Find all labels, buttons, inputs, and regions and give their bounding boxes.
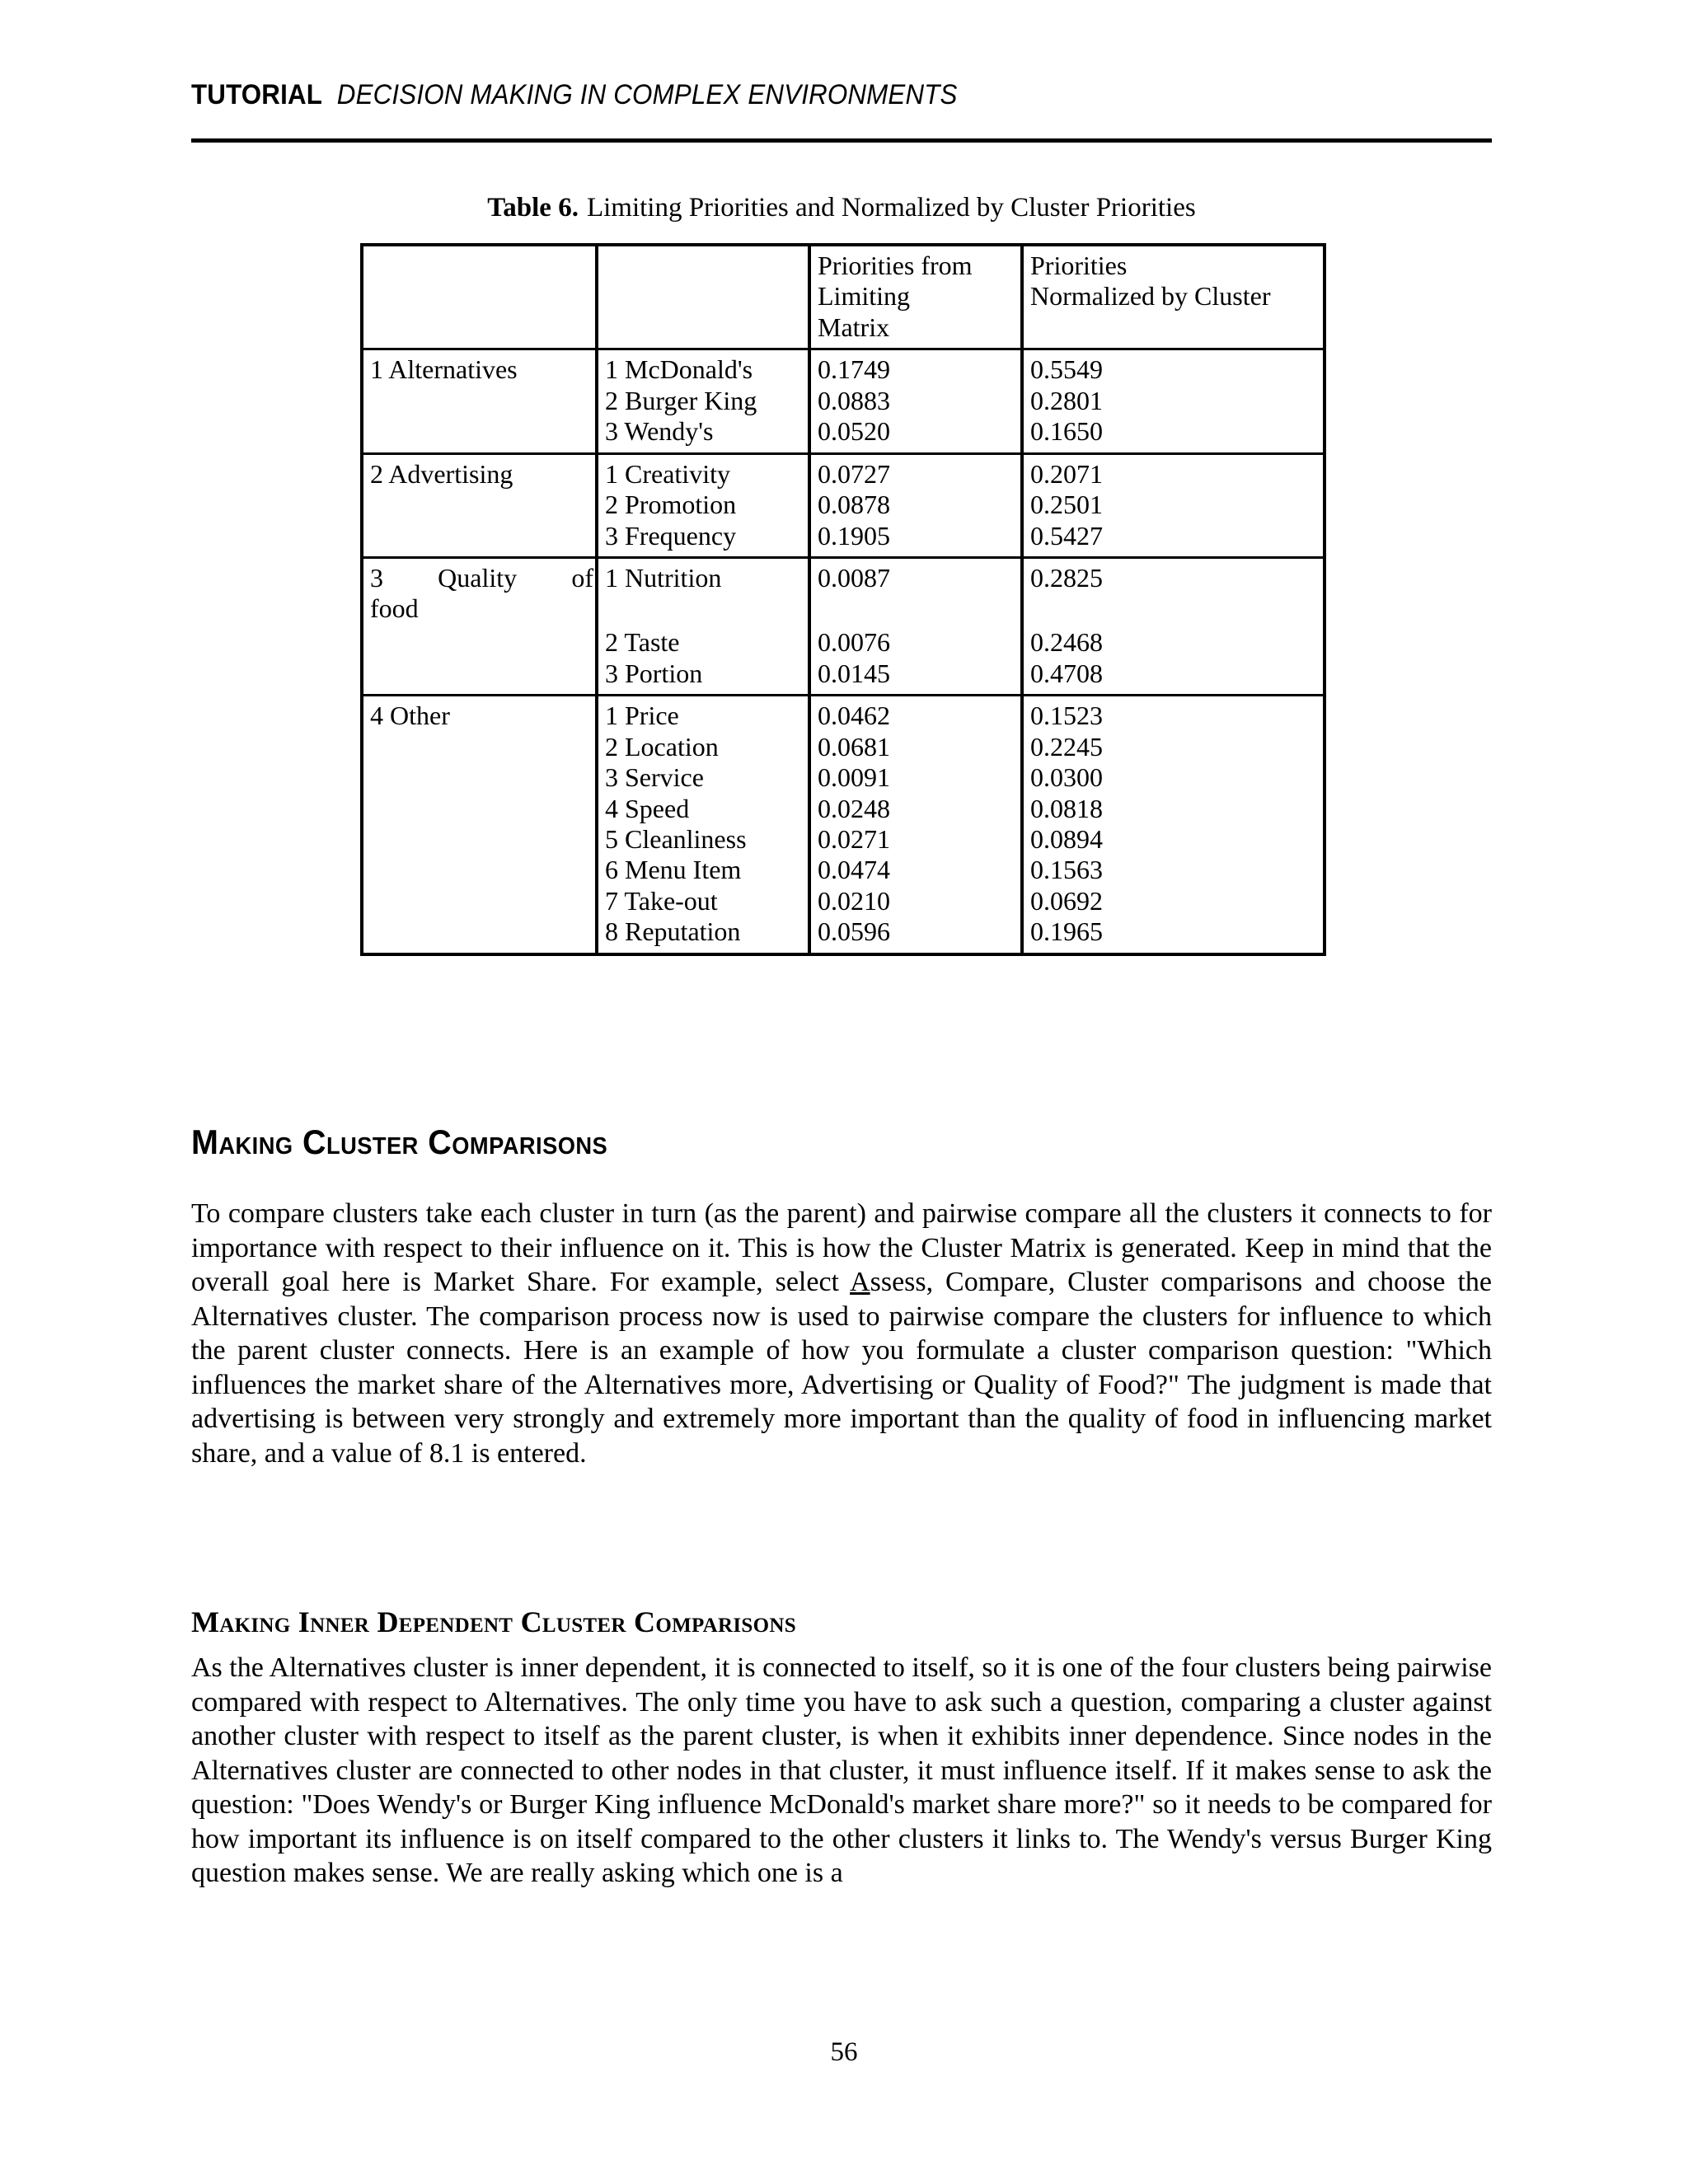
normalized-value: 0.0692 xyxy=(1030,885,1103,916)
paragraph-inner-dependent: As the Alternatives cluster is inner dependent, it is connected to itself, so it is one of the four clusters being pairwise compared with respect to Alternatives. The only time you have to ask such a question, comparing a cluster against another cluster with respect to itself as the parent cluster, is when it exhibits inner dependence. Since nodes in the Alternatives cluster are connected to other nodes in that cluster, it must influence itself. If it makes sense to ask the question: "Does Wendy's or Burger King influence McDonald's market share more?" so it needs to be compared for how important its influence is on itself compared to the other clusters it links to. The Wendy's versus Burger King question makes sense. We are really asking which one is a xyxy=(191,1652,1492,1888)
header-cell-normalized xyxy=(1022,245,1325,349)
table-row xyxy=(362,349,1325,453)
normalized-value: 0.2245 xyxy=(1030,731,1103,762)
normalized-values-other xyxy=(1024,696,1323,953)
table-6 xyxy=(360,243,1326,956)
table-row xyxy=(362,696,1325,954)
node-name: 8 Reputation xyxy=(605,916,741,947)
header-blank-text xyxy=(363,246,595,255)
node-name: 2 Location xyxy=(605,731,719,762)
group-label-line1: 3 Quality of xyxy=(370,562,593,593)
group-label-alternatives: 1 Alternatives xyxy=(370,354,518,385)
table-caption-text: Limiting Priorities and Normalized by Cluster Priorities xyxy=(586,193,1196,223)
node-cell-advertising xyxy=(597,453,809,557)
limiting-cell-advertising xyxy=(809,453,1022,557)
normalized-values-advertising xyxy=(1024,455,1323,556)
section-heading-making-cluster-comparisons: Making Cluster Comparisons xyxy=(191,1122,608,1161)
running-head-label: TUTORIAL xyxy=(191,79,323,110)
node-cell-alternatives xyxy=(597,349,809,453)
row-spacer xyxy=(1030,593,1320,627)
group-label-cell-alternatives xyxy=(362,349,597,453)
normalized-value: 0.0818 xyxy=(1030,793,1103,823)
limiting-value: 0.0474 xyxy=(818,855,890,885)
header-blank2-text xyxy=(598,246,808,255)
normalized-value: 0.0300 xyxy=(1030,762,1103,793)
row-spacer xyxy=(818,593,1017,627)
subsection-heading-inner-dependent: Making Inner Dependent Cluster Comparisons xyxy=(191,1605,796,1638)
limiting-cell-quality-of-food xyxy=(809,557,1022,695)
header-limiting-text xyxy=(811,246,1020,348)
normalized-value: 0.1563 xyxy=(1030,855,1103,885)
node-name: 1 McDonald's xyxy=(605,354,753,385)
limiting-value: 0.0883 xyxy=(818,385,890,415)
group-label-quality-of-food xyxy=(363,559,595,630)
group-label-other: 4 Other xyxy=(370,701,450,731)
node-name: 1 Nutrition xyxy=(605,562,722,593)
normalized-value: 0.1965 xyxy=(1030,916,1103,947)
node-cell-quality-of-food xyxy=(597,557,809,695)
node-list-alternatives xyxy=(598,350,808,452)
paragraph-1-part-after: ssess, Compare, Cluster comparisons and choose the Alternatives cluster. The comparison process now is used to pairwise compare the clusters for influence to which the parent cluster connects. Here is an example of how you formulate a cluster comparison question: "Which influences the market share of the Alternatives more, Advertising or Quality of Food?" The judgment is made that advertising is between very strongly and extremely more important than the quality of food in influencing market share, and a value of 8.1 is entered. xyxy=(191,1267,1492,1469)
group-label-line2: food xyxy=(370,593,419,624)
limiting-value: 0.0248 xyxy=(818,793,890,823)
running-head xyxy=(191,79,1492,111)
normalized-value: 0.5427 xyxy=(1030,520,1103,551)
limiting-value: 0.1749 xyxy=(818,354,890,385)
node-name: 2 Promotion xyxy=(605,490,737,520)
limiting-value: 0.0145 xyxy=(818,658,890,688)
limiting-values-other xyxy=(811,696,1020,953)
group-label-cell-other xyxy=(362,696,597,954)
accelerator-letter-assess: A xyxy=(850,1267,870,1297)
normalized-values-quality-of-food xyxy=(1024,559,1323,694)
limiting-cell-alternatives xyxy=(809,349,1022,453)
node-name: 5 Cleanliness xyxy=(605,824,747,854)
page-number: 56 xyxy=(830,2037,858,2067)
header-normalized-line2: Normalized by Cluster xyxy=(1030,281,1271,312)
header-cell-blank xyxy=(362,245,597,349)
paragraph-cluster-comparisons xyxy=(191,1197,1492,1470)
row-spacer xyxy=(605,593,804,627)
node-name: 1 Price xyxy=(605,701,679,731)
header-normalized-text xyxy=(1024,246,1323,317)
table-header-row xyxy=(362,245,1325,349)
group-label-cell-advertising xyxy=(362,453,597,557)
node-name: 3 Portion xyxy=(605,658,703,688)
node-name: 6 Menu Item xyxy=(605,855,742,885)
limiting-values-quality-of-food xyxy=(811,559,1020,694)
node-name: 3 Service xyxy=(605,762,704,793)
normalized-value: 0.2468 xyxy=(1030,627,1103,658)
table-caption-number: Table 6. xyxy=(487,193,579,223)
limiting-values-advertising xyxy=(811,455,1020,556)
header-normalized-line1: Priorities xyxy=(1030,251,1128,280)
node-list-other xyxy=(598,696,808,953)
node-list-advertising xyxy=(598,455,808,556)
limiting-value: 0.0681 xyxy=(818,731,890,762)
limiting-value: 0.0087 xyxy=(818,562,890,593)
node-name: 7 Take-out xyxy=(605,885,718,916)
normalized-cell-other xyxy=(1022,696,1325,954)
table-row xyxy=(362,453,1325,557)
header-cell-limiting xyxy=(809,245,1022,349)
header-limiting-line3: Matrix xyxy=(818,312,890,342)
normalized-value: 0.1523 xyxy=(1030,701,1103,731)
running-head-rule xyxy=(191,138,1492,143)
node-name: 2 Burger King xyxy=(605,385,757,415)
normalized-values-alternatives xyxy=(1024,350,1323,452)
limiting-value: 0.0520 xyxy=(818,416,890,447)
normalized-value: 0.4708 xyxy=(1030,658,1103,688)
normalized-cell-advertising xyxy=(1022,453,1325,557)
normalized-value: 0.2071 xyxy=(1030,458,1103,489)
running-head-title: DECISION MAKING IN COMPLEX ENVIRONMENTS xyxy=(336,79,958,110)
paragraph-1-part-before: To compare clusters take each cluster in turn (as the parent) and pairwise compare all the clusters it connects to for importance with respect to their influence on it. This is how the Cluster Matrix is generated. Keep in mind that the overall goal here is Market Share. For example, select xyxy=(191,1198,1492,1297)
table-caption xyxy=(191,192,1492,225)
limiting-values-alternatives xyxy=(811,350,1020,452)
header-limiting-line1: Priorities from xyxy=(818,251,973,280)
normalized-value: 0.2501 xyxy=(1030,490,1103,520)
node-name: 1 Creativity xyxy=(605,458,730,489)
table-row xyxy=(362,557,1325,695)
normalized-value: 0.2801 xyxy=(1030,385,1103,415)
node-name: 3 Wendy's xyxy=(605,416,714,447)
limiting-value: 0.0596 xyxy=(818,916,890,947)
normalized-value: 0.1650 xyxy=(1030,416,1103,447)
header-cell-blank2 xyxy=(597,245,809,349)
limiting-value: 0.1905 xyxy=(818,520,890,551)
normalized-cell-alternatives xyxy=(1022,349,1325,453)
group-label-cell-quality-of-food xyxy=(362,557,597,695)
limiting-value: 0.0076 xyxy=(818,627,890,658)
limiting-value: 0.0210 xyxy=(818,885,890,916)
normalized-cell-quality-of-food xyxy=(1022,557,1325,695)
node-name: 2 Taste xyxy=(605,627,680,658)
limiting-cell-other xyxy=(809,696,1022,954)
normalized-value: 0.5549 xyxy=(1030,354,1103,385)
group-label-advertising: 2 Advertising xyxy=(370,458,513,489)
normalized-value: 0.2825 xyxy=(1030,562,1103,593)
limiting-value: 0.0878 xyxy=(818,490,890,520)
node-name: 4 Speed xyxy=(605,793,690,823)
limiting-value: 0.0462 xyxy=(818,701,890,731)
normalized-value: 0.0894 xyxy=(1030,824,1103,854)
header-limiting-line2: Limiting xyxy=(818,281,910,312)
node-name: 3 Frequency xyxy=(605,520,737,551)
limiting-value: 0.0727 xyxy=(818,458,890,489)
node-list-quality-of-food xyxy=(598,559,808,694)
node-cell-other xyxy=(597,696,809,954)
limiting-value: 0.0091 xyxy=(818,762,890,793)
limiting-value: 0.0271 xyxy=(818,824,890,854)
